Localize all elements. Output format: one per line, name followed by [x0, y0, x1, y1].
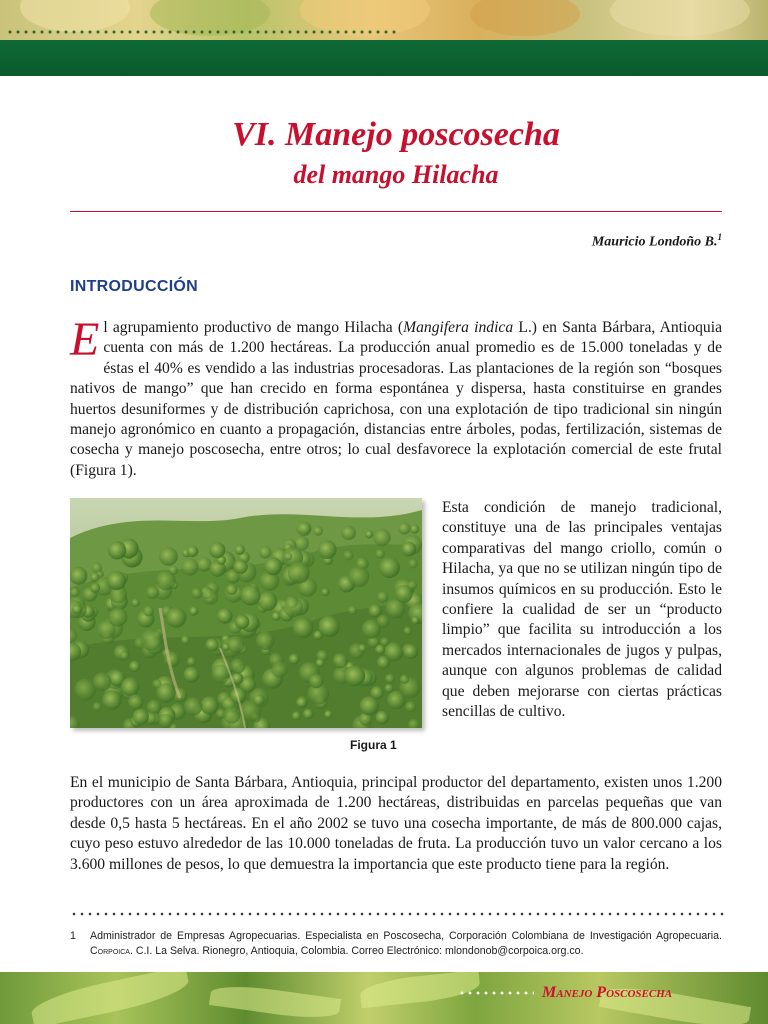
tree-crown — [187, 546, 199, 558]
tree-crown — [379, 557, 400, 578]
tree-crown — [102, 690, 121, 709]
tree-crown — [156, 683, 175, 702]
tree-crown — [184, 667, 200, 683]
tree-crown — [206, 638, 219, 651]
tree-crown — [143, 606, 154, 617]
header-green-bar — [0, 40, 768, 76]
tree-crown — [209, 542, 225, 558]
title-rule — [70, 211, 722, 212]
tree-crown — [121, 677, 140, 696]
tree-crown — [189, 606, 198, 615]
tree-crown — [377, 591, 388, 602]
tree-crown — [92, 562, 103, 573]
tree-crown — [365, 530, 373, 538]
tree-crown — [289, 654, 300, 665]
section-heading: INTRODUCCIÓN — [70, 278, 199, 295]
tree-crown — [401, 542, 416, 557]
tree-crown — [411, 616, 419, 624]
tree-crown — [343, 550, 353, 560]
tree-crown — [253, 694, 265, 706]
tree-crown — [283, 597, 303, 617]
tree-crown — [348, 606, 357, 615]
tree-crown — [258, 592, 277, 611]
tree-crown — [264, 557, 282, 575]
tree-crown — [93, 673, 111, 691]
tree-crown — [223, 707, 240, 724]
tree-crown — [375, 549, 385, 559]
species-name: Mangifera indica — [403, 319, 514, 336]
tree-crown — [376, 711, 389, 724]
tree-crown — [358, 644, 366, 652]
tree-crown — [375, 645, 385, 655]
tree-crown — [93, 702, 102, 711]
tree-crown — [128, 694, 143, 709]
footnote-text: Administrador de Empresas Agropecuarias. Especialista en Poscosecha, Corporación Colombiana de Investigación Agropecuaria. Corpoica. C.I. La Selva. Rionegro, Antioquia, Colombia. Correo Electrónico: mlondonob@corpoica.org.co. — [90, 930, 722, 957]
tree-crown — [318, 540, 337, 559]
chapter-title-line1: VI. Manejo poscosecha — [232, 116, 560, 153]
tree-crown — [313, 526, 323, 536]
tree-crown — [235, 545, 245, 555]
footnote-number: 1 — [70, 930, 76, 942]
figure-caption: Figura 1 — [350, 738, 397, 752]
tree-crown — [141, 629, 163, 651]
tree-crown — [230, 659, 245, 674]
tree-crown — [133, 709, 149, 725]
tree-crown — [385, 684, 394, 693]
header-dotted-line — [6, 29, 396, 35]
tree-crown — [288, 562, 310, 584]
drop-cap: E — [70, 313, 100, 366]
header-fruit-photo — [0, 0, 768, 40]
tree-crown — [184, 697, 202, 715]
tree-crown — [360, 696, 379, 715]
tree-crown — [297, 521, 312, 536]
tree-crown — [410, 524, 419, 533]
tree-crown — [272, 612, 281, 621]
tree-crown — [181, 558, 199, 576]
tree-crown — [385, 674, 395, 684]
footer-running-title: Manejo Poscosecha — [542, 984, 673, 1001]
tree-crown — [333, 653, 348, 668]
footer-dotted-line — [458, 990, 534, 996]
tree-crown — [159, 714, 173, 728]
author-name: Mauricio Londoño B.$^1$ — [591, 232, 722, 250]
tree-crown — [107, 571, 126, 590]
tree-crown — [217, 608, 233, 624]
tree-crown — [293, 618, 314, 639]
chapter-title-line2: del mango Hilacha — [293, 160, 499, 190]
tree-crown — [226, 584, 237, 595]
tree-crown — [272, 662, 288, 678]
tree-crown — [181, 635, 190, 644]
tree-crown — [408, 559, 418, 569]
tree-crown — [146, 586, 159, 599]
tree-crown — [319, 616, 340, 637]
tree-crown — [344, 666, 365, 687]
chapter-title — [70, 116, 722, 190]
tree-crown — [309, 674, 324, 689]
tree-crown — [341, 526, 356, 541]
body-paragraph-2: En el municipio de Santa Bárbara, Antioquia, principal productor del departamento, existen unos 1.200 productores con un área aproximada de 1.200 hectáreas, distribuidas en parcelas pequeñas que van desde 0,5 hasta 5 hectáreas. En el año 2002 se tuvo una cosecha importante, de más de 800.000 cajas, cuyo peso estuvo alrededor de las 10.000 toneladas de fruta. La producción tuvo un valor cercano a los 3.600 millones de pesos, lo que demuestra la importancia que este producto tiene para la región. — [70, 774, 722, 873]
tree-crown — [404, 627, 412, 635]
tree-crown — [259, 546, 272, 559]
tree-crown — [400, 675, 409, 684]
tree-crown — [196, 557, 211, 572]
tree-crown — [131, 599, 139, 607]
tree-crown — [233, 559, 248, 574]
tree-crown — [129, 661, 140, 672]
side-paragraph: Esta condición de manejo tradicional, constituye una de las principales ventajas comparativas del mango criollo, común o Hilacha, ya que no se utilizan ningún tipo de insumos químicos en su producción. Esto le confiere la cualidad de ser un “producto limpio” que facilita su introducción a los mercados internacionales de jugos y pulpas, aunque con algunos problemas de calidad que deben mejorarse con ciertas prácticas sencillas de cultivo. — [442, 499, 722, 721]
tree-crown — [395, 585, 413, 603]
tree-crown — [303, 709, 314, 720]
tree-crown — [120, 651, 129, 660]
tree-crown — [348, 566, 369, 587]
tree-crown — [377, 656, 390, 669]
tree-crown — [284, 552, 292, 560]
tree-crown — [191, 587, 202, 598]
figure-1-forest-photo — [70, 498, 422, 728]
tree-crown — [70, 587, 80, 597]
tree-crown — [292, 711, 301, 720]
tree-crown — [373, 529, 390, 546]
footnote-divider — [70, 911, 724, 917]
tree-crown — [405, 701, 416, 712]
tree-crown — [377, 614, 390, 627]
tree-crown — [240, 585, 260, 605]
tree-crown — [296, 697, 307, 708]
tree-crown — [72, 604, 82, 614]
intro-paragraph: El agrupamiento productivo de mango Hilacha (Mangifera indica L.) en Santa Bárbara, Antioquia cuenta con más de 1.200 hectáreas. La producción anual promedio es de 15.000 toneladas y de éstas el 40% es vendido a las industrias procesadoras. Las plantaciones de la región son “bosques nativos de mango” que han crecido en forma espontánea y dispersa, hasta constituirse en grandes huertos desuniformes y de distribución caprichosa, con una explotación de tipo tradicional sin ningún manejo agronómico en cuanto a propagación, distancias entre árboles, podas, fertilización, sistemas de cosecha y manejo poscosecha, entre otros; lo cual desfavorece la explotación comercial de este frutal (Figura 1). — [70, 313, 722, 479]
tree-crown — [159, 547, 178, 566]
footnote — [70, 929, 722, 958]
tree-crown — [398, 522, 410, 534]
tree-crown — [108, 607, 127, 626]
author-footnote-ref: 1 — [717, 232, 722, 242]
tree-crown — [156, 571, 176, 591]
tree-crown — [166, 607, 187, 628]
forest-illustration — [70, 498, 422, 728]
tree-crown — [256, 632, 275, 651]
tree-crown — [187, 657, 196, 666]
tree-crown — [90, 583, 100, 593]
tree-crown — [202, 589, 218, 605]
tree-crown — [227, 636, 244, 653]
tree-crown — [324, 710, 332, 718]
tree-crown — [108, 541, 126, 559]
tree-crown — [321, 588, 329, 596]
tree-crown — [201, 696, 219, 714]
tree-crown — [403, 644, 418, 659]
tree-crown — [235, 615, 250, 630]
tree-crown — [70, 567, 88, 585]
